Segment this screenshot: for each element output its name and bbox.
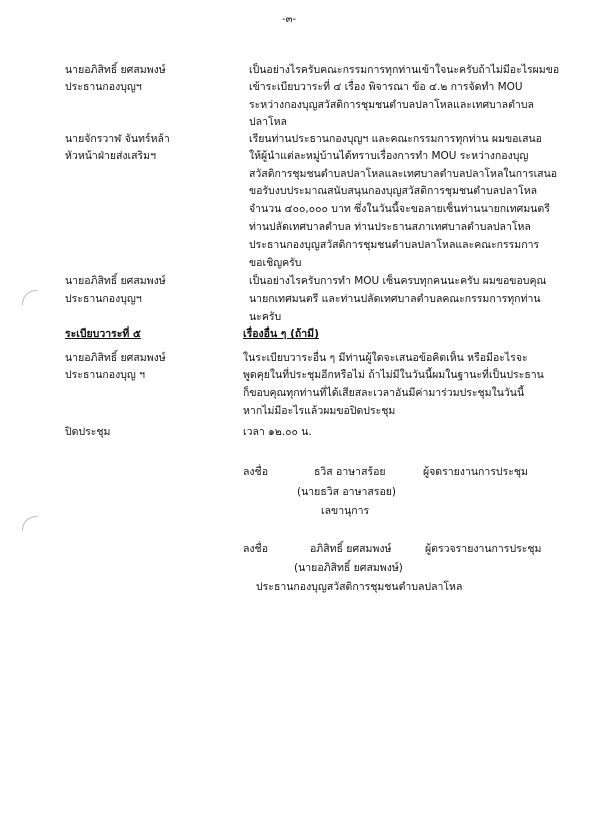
signature-printed-name: (นายธวิส อาษาสรอย) xyxy=(297,486,396,498)
statement-line: ปลาโหล xyxy=(249,116,287,128)
speaker-name: นายอภิสิทธิ์ ยศสมพงษ์ xyxy=(65,64,166,76)
meeting-close-time: เวลา ๑๒.๐๐ น. xyxy=(243,426,312,438)
statement-line: พูดคุยในที่ประชุมอีกหรือไม่ ถ้าไม่มีในวันนี้ผมในฐานะที่เป็นประธาน xyxy=(243,369,544,381)
signature-title: ประธานกองบุญสวัสดิการชุมชนตำบลปลาโหล xyxy=(256,581,463,593)
signature-title: เลขานุการ xyxy=(321,505,370,517)
statement-line: เป็นอย่างไรครับคณะกรรมการทุกท่านเข้าใจนะครับถ้าไม่มีอะไรผมขอ xyxy=(249,64,560,76)
statement-line: ท่านปลัดเทศบาลตำบล ท่านประธานสภาเทศบาลตำบลปลาโหล xyxy=(249,221,531,233)
signature-prefix: ลงชื่อ xyxy=(243,466,268,478)
hole-punch-mark-top xyxy=(22,290,37,305)
signature-role: ผู้ตรวจรายงานการประชุม xyxy=(425,543,542,555)
statement-line: ให้ผู้นำแต่ละหมู่บ้านได้ทราบเรื่องการทำ MOU ระหว่างกองบุญ xyxy=(249,150,529,162)
agenda-item-5-heading: เรื่องอื่น ๆ (ถ้ามี) xyxy=(243,328,319,340)
signature-printed-name: (นายอภิสิทธิ์ ยศสมพงษ์) xyxy=(294,562,403,574)
statement-line: ขอรับงบประมาณสนับสนุนกองบุญสวัสดิการชุมชนตำบลปลาโหล xyxy=(249,185,538,197)
statement-line: นายกเทศมนตรี และท่านปลัดเทศบาลตำบลคณะกรรมการทุกท่าน xyxy=(249,293,541,305)
statement-line: ระหว่างกองบุญสวัสดิการชุมชนตำบลปลาโหลและเทศบาลตำบล xyxy=(249,99,534,111)
agenda-item-5-label: ระเบียบวาระที่ ๕ xyxy=(65,328,141,340)
statement-line: จำนวน ๔๐๐,๐๐๐ บาท ซึ่งในวันนี้จะขอลายเซ็นท่านนายกเทศมนตรี xyxy=(249,203,550,215)
statement-line: ก็ขอบคุณทุกท่านที่ได้เสียสละเวลาอันมีค่ามาร่วมประชุมในวันนี้ xyxy=(243,387,525,399)
meeting-close-label: ปิดประชุม xyxy=(65,426,111,438)
speaker-name: นายจักรวาฬ จันทร์หล้า xyxy=(65,133,170,145)
speaker-role: หัวหน้าฝ่ายส่งเสริมฯ xyxy=(65,150,157,162)
statement-line: เรียนท่านประธานกองบุญฯ และคณะกรรมการทุกท่าน ผมขอเสนอ xyxy=(249,133,542,145)
statement-line: เข้าระเบียบวาระที่ ๔ เรื่อง พิจารณา ข้อ ๔.๒ การจัดทำ MOU xyxy=(249,81,523,93)
speaker-role: ประธานกองบุญฯ xyxy=(65,81,142,93)
page-number: -๓- xyxy=(282,14,297,25)
signature-role: ผู้จดรายงานการประชุม xyxy=(423,466,528,478)
speaker-name: นายอภิสิทธิ์ ยศสมพงษ์ xyxy=(65,275,166,287)
statement-line: ในระเบียบวาระอื่น ๆ มีท่านผู้ใดจะเสนอข้อคิดเห็น หรือมีอะไรจะ xyxy=(243,352,528,364)
speaker-name: นายอภิสิทธิ์ ยศสมพงษ์ xyxy=(65,352,166,364)
speaker-role: ประธานกองบุญ ฯ xyxy=(65,369,146,381)
statement-line: หากไม่มีอะไรแล้วผมขอปิดประชุม xyxy=(243,405,396,417)
speaker-role: ประธานกองบุญฯ xyxy=(65,293,142,305)
signature-prefix: ลงชื่อ xyxy=(243,543,268,555)
statement-line: เป็นอย่างไรครับการทำ MOU เซ็นครบทุกคนนะครับ ผมขอขอบคุณ xyxy=(249,275,547,287)
signature-name: อภิสิทธิ์ ยศสมพงษ์ xyxy=(310,543,392,555)
statement-line: ประธานกองบุญสวัสดิการชุมชนตำบลปลาโหลและคณะกรรมการ xyxy=(249,239,540,251)
signature-name: ธวิส อาษาสร้อย xyxy=(314,466,386,478)
hole-punch-mark-bottom xyxy=(22,516,37,531)
statement-line: นะครับ xyxy=(249,311,282,323)
statement-line: ขอเชิญครับ xyxy=(249,257,302,269)
statement-line: สวัสดิการชุมชนตำบลปลาโหลและเทศบาลตำบลปลาโหลในการเสนอ xyxy=(249,168,558,180)
